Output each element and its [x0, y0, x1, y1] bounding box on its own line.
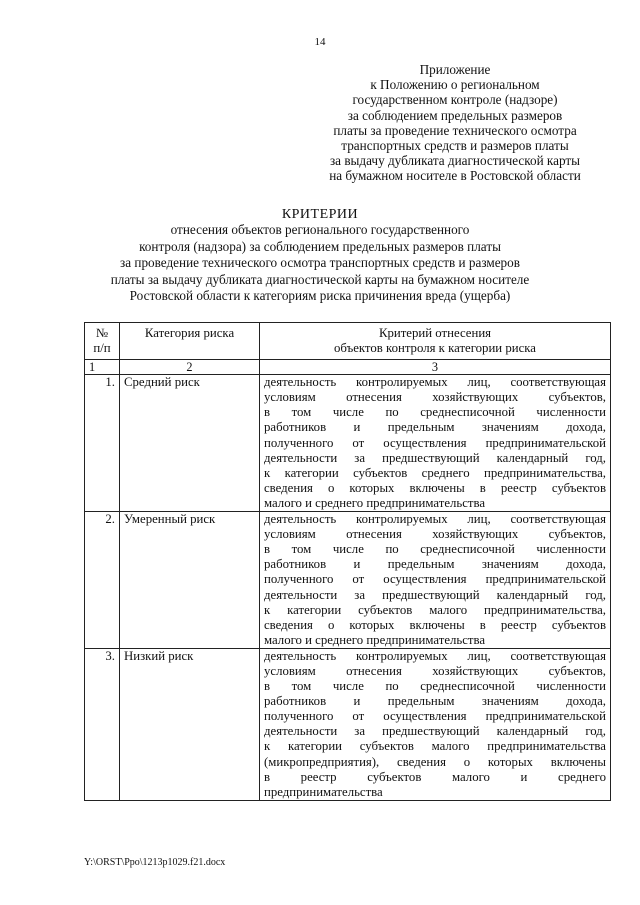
criterion-line: в реестр субъектов малого и среднего — [264, 769, 606, 784]
appendix-line: на бумажном носителе в Ростовской области — [329, 168, 581, 184]
risk-criterion — [260, 648, 611, 800]
file-path-footer: Y:\ORST\Ppo\1213p1029.f21.docx — [84, 857, 226, 868]
subtitle-line: Ростовской области к категориям риска причинения вреда (ущерба) — [129, 288, 511, 304]
risk-criterion — [260, 375, 611, 512]
table-header-row — [85, 323, 611, 360]
criterion-line: полученного от осуществления предпринимательской — [264, 572, 606, 587]
criterion-line: к категории субъектов среднего предпринимательства, — [264, 465, 606, 480]
appendix-line: государственном контроле (надзоре) — [352, 92, 558, 108]
appendix-line: транспортных средств и размеров платы — [341, 138, 569, 154]
criterion-line: к категории субъектов малого предпринимательства — [264, 739, 606, 754]
appendix-heading — [300, 62, 610, 184]
header-number-line: № — [95, 326, 109, 340]
criterion-line: условиям отнесения хозяйствующих субъектов, — [264, 390, 606, 405]
page-number: 14 — [314, 36, 326, 48]
risk-category: Низкий риск — [120, 648, 260, 800]
column-number: 2 — [120, 360, 260, 375]
appendix-line: за соблюдением предельных размеров — [347, 107, 563, 123]
criterion-line: условиям отнесения хозяйствующих субъектов, — [264, 663, 606, 678]
criterion-line: предпринимательства — [264, 784, 383, 799]
row-number: 1. — [85, 375, 120, 512]
criterion-line: к категории субъектов малого предпринимательства, — [264, 602, 606, 617]
subtitle-line: контроля (надзора) за соблюдением предельных размеров платы — [139, 238, 501, 254]
criterion-line: сведения о которых включены в реестр субъектов — [264, 480, 606, 495]
row-number: 2. — [85, 512, 120, 649]
criterion-line: малого и среднего предпринимательства — [264, 632, 486, 647]
criterion-line: деятельности за предшествующий календарный год, — [264, 587, 606, 602]
subtitle-line: платы за выдачу дубликата диагностической карты на бумажном носителе — [110, 271, 530, 287]
criterion-line: деятельности за предшествующий календарный год, — [264, 724, 606, 739]
document-title: КРИТЕРИИ — [281, 207, 359, 222]
risk-criteria-table — [84, 322, 611, 801]
header-number-line: п/п — [93, 341, 111, 356]
criterion-line: условиям отнесения хозяйствующих субъектов, — [264, 527, 606, 542]
criterion-line: сведения о которых включены в реестр субъектов — [264, 617, 606, 632]
document-subtitle — [60, 222, 580, 305]
table-row — [85, 512, 611, 649]
header-number — [85, 323, 120, 360]
row-number: 3. — [85, 648, 120, 800]
header-criterion-line: Критерий отнесения — [378, 326, 492, 340]
column-number: 3 — [260, 360, 611, 375]
criterion-line: работников и предельным значениям дохода, — [264, 694, 606, 709]
criterion-line: в том числе по среднесписочной численности — [264, 542, 606, 557]
risk-category: Умеренный риск — [120, 512, 260, 649]
header-category: Категория риска — [120, 323, 260, 360]
header-criterion-line: объектов контроля к категории риска — [334, 341, 536, 356]
criterion-line: полученного от осуществления предпринимательской — [264, 435, 606, 450]
appendix-line: к Положению о региональном — [370, 77, 540, 93]
criterion-line: в том числе по среднесписочной численности — [264, 679, 606, 694]
criterion-line: в том числе по среднесписочной численности — [264, 405, 606, 420]
criterion-line: полученного от осуществления предпринимательской — [264, 709, 606, 724]
subtitle-line: отнесения объектов регионального государственного — [170, 222, 470, 237]
criterion-line: деятельность контролируемых лиц, соответствующая — [264, 648, 606, 663]
criterion-line: деятельность контролируемых лиц, соответствующая — [264, 375, 606, 390]
column-number: 1 — [85, 360, 120, 375]
table-row — [85, 648, 611, 800]
risk-category: Средний риск — [120, 375, 260, 512]
header-criterion — [260, 323, 611, 360]
criterion-line: деятельности за предшествующий календарный год, — [264, 450, 606, 465]
criterion-line: работников и предельным значениям дохода, — [264, 557, 606, 572]
appendix-line: Приложение — [419, 62, 491, 77]
appendix-line: за выдачу дубликата диагностической карты — [329, 153, 581, 169]
subtitle-line: за проведение технического осмотра транспортных средств и размеров — [120, 255, 520, 271]
criterion-line: работников и предельным значениям дохода, — [264, 420, 606, 435]
column-number-row — [85, 360, 611, 375]
criterion-line: малого и среднего предпринимательства — [264, 495, 486, 510]
appendix-line: платы за проведение технического осмотра — [333, 122, 577, 138]
table-row — [85, 375, 611, 512]
risk-criterion — [260, 512, 611, 649]
criterion-line: (микропредприятия), сведения о которых включены — [264, 754, 606, 769]
criterion-line: деятельность контролируемых лиц, соответствующая — [264, 512, 606, 527]
